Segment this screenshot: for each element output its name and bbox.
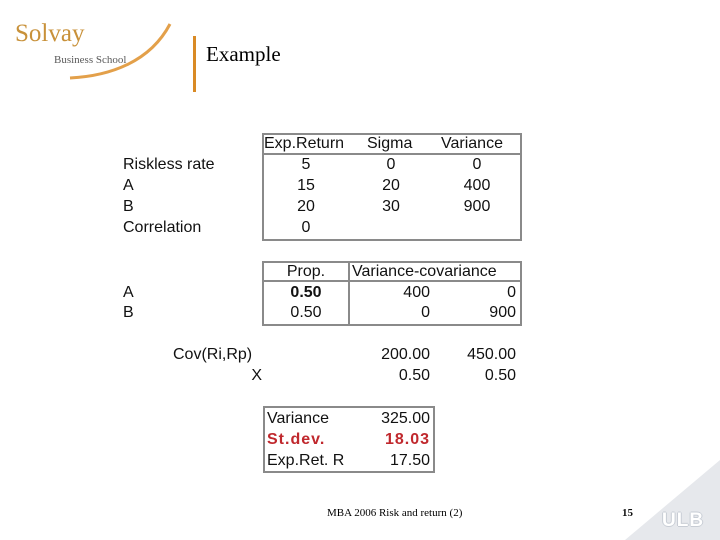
logo-subtitle: Business School — [54, 54, 127, 66]
page-number: 15 — [622, 507, 633, 519]
table1-cell: 30 — [382, 198, 400, 215]
summary-stdev-value: 18.03 — [384, 431, 430, 448]
title-accent-bar — [193, 36, 196, 92]
x-label: X — [251, 367, 262, 384]
table1-header-expreturn: Exp.Return — [264, 135, 345, 152]
cov-value: 450.00 — [467, 346, 516, 363]
ulb-logo: ULB — [662, 510, 705, 531]
table2-row-label: B — [123, 304, 134, 321]
x-value: 0.50 — [484, 367, 516, 384]
logo-name: Solvay — [15, 20, 85, 47]
cov-label: Cov(Ri,Rp) — [173, 346, 253, 363]
table1-cell: 400 — [463, 177, 491, 194]
solvay-logo — [10, 14, 175, 84]
table1-cell: 20 — [297, 198, 315, 215]
summary-stdev-label: St.dev. — [267, 431, 326, 448]
table2-col-divider — [348, 261, 350, 324]
slide-title: Example — [206, 42, 281, 66]
table1-header-variance: Variance — [441, 135, 503, 152]
table2-prop-cell: 0.50 — [290, 304, 322, 321]
table2-prop-cell: 0.50 — [290, 284, 322, 301]
cov-value: 200.00 — [381, 346, 430, 363]
summary-variance-value: 325.00 — [381, 410, 430, 427]
table1-cell: 0 — [386, 156, 396, 173]
x-value: 0.50 — [398, 367, 430, 384]
table2-cov-cell: 900 — [489, 304, 516, 321]
table1-row-label: A — [123, 177, 134, 194]
table1-cell: 0 — [472, 156, 482, 173]
table1-cell: 15 — [297, 177, 315, 194]
table1-cell: 900 — [463, 198, 491, 215]
table2-cov-cell: 0 — [507, 284, 516, 301]
table1-cell: 20 — [382, 177, 400, 194]
table2-header-varcov: Variance-covariance — [352, 263, 497, 280]
summary-variance-label: Variance — [267, 410, 329, 427]
table2-row-label: A — [123, 284, 134, 301]
table1-cell: 0 — [301, 219, 311, 236]
table1-header-sigma: Sigma — [367, 135, 413, 152]
summary-expret-label: Exp.Ret. R — [267, 452, 345, 469]
table2-header-prop: Prop. — [286, 263, 326, 280]
footer-text: MBA 2006 Risk and return (2) — [327, 507, 463, 519]
summary-expret-value: 17.50 — [389, 452, 430, 469]
table2-cov-cell: 0 — [421, 304, 430, 321]
table1-cell: 5 — [301, 156, 311, 173]
table1-row-label: Riskless rate — [123, 156, 215, 173]
table1-row-label: Correlation — [123, 219, 202, 236]
table1-row-label: B — [123, 198, 134, 215]
table2-cov-cell: 400 — [403, 284, 430, 301]
